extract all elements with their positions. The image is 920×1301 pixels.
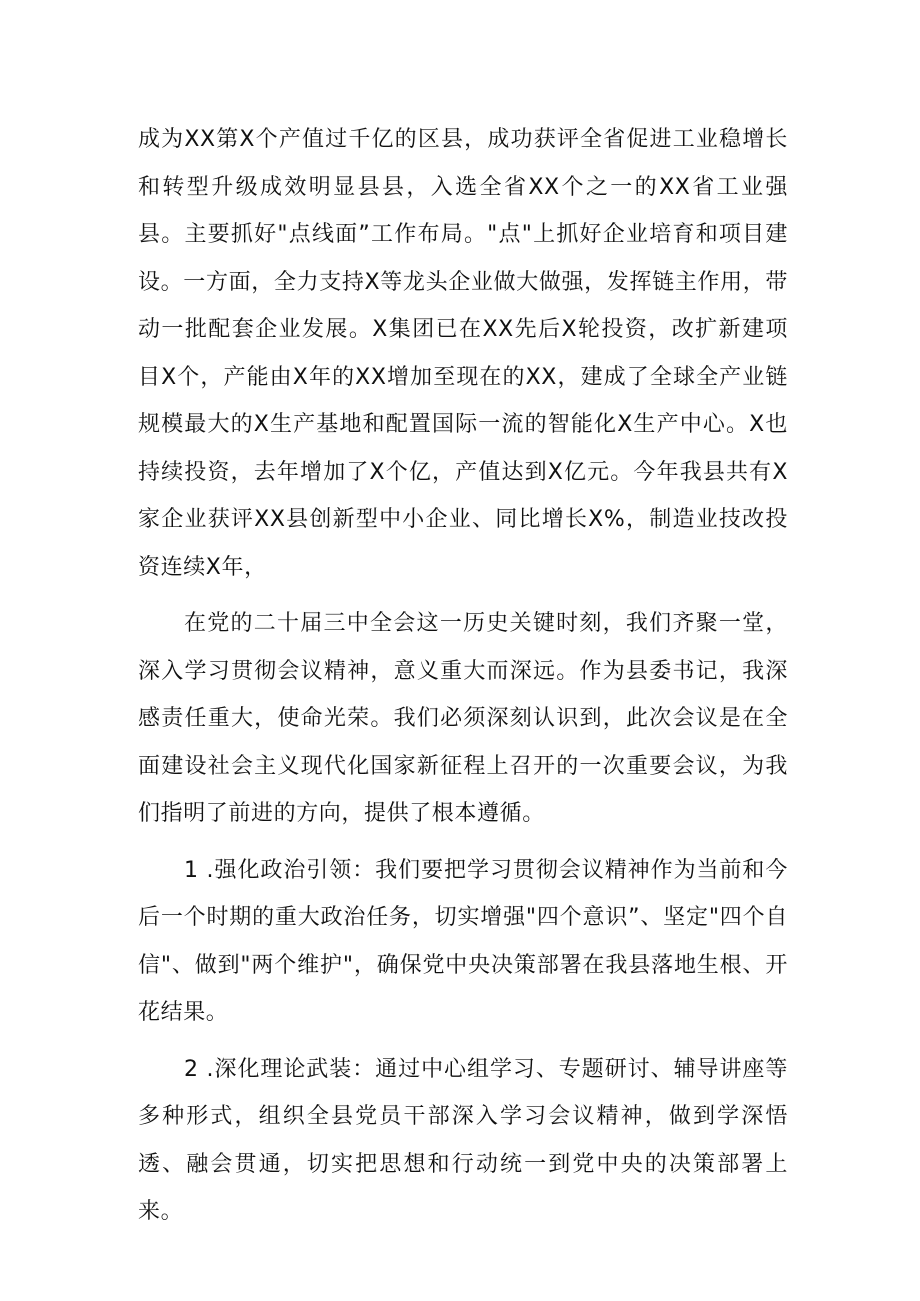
paragraph-industry-achievements: 成为XX第X个产值过千亿的区县，成功获评全省促进工业稳增长和转型升级成效明显县县，入选全省XX个之一的XX省工业强县。主要抓好"点线面”工作布局。"点"上抓好企业培育和项目建设。一方面，全力支持X等龙头企业做大做强，发挥链主作用，带动一批配套企业发展。X集团已在XX先后X轮投资，改扩新建项目X个，产能由X年的XX增加至现在的XX，建成了全球全产业链规模最大的X生产基地和配置国际一流的智能化X生产中心。X也持续投资，去年增加了X个亿，产值达到X亿元。今年我县共有X家企业获评XX县创新型中小企业、同比增长X%，制造业技改投资连续X年， [138, 127, 788, 580]
paragraph-item-2-theory-study: 2 .深化理论武装：通过中心组学习、专题研讨、辅导讲座等多种形式，组织全县党员干部深入学习会议精神，做到学深悟透、融会贯通，切实把思想和行动统一到党中央的决策部署上来。 [138, 1056, 788, 1224]
document-body [138, 116, 788, 1236]
paragraph-item-1-political-guidance: 1 .强化政治引领：我们要把学习贯彻会议精神作为当前和今后一个时期的重大政治任务，切实增强"四个意识”、坚定"四个自信"、做到"两个维护"，确保党中央决策部署在我县落地生根、开花结果。 [138, 857, 788, 1025]
paragraph-plenary-session: 在党的二十届三中全会这一历史关键时刻，我们齐聚一堂，深入学习贯彻会议精神，意义重大而深远。作为县委书记，我深感责任重大，使命光荣。我们必须深刻认识到，此次会议是在全面建设社会主义现代化国家新征程上召开的一次重要会议，为我们指明了前进的方向，提供了根本遵循。 [138, 611, 788, 826]
